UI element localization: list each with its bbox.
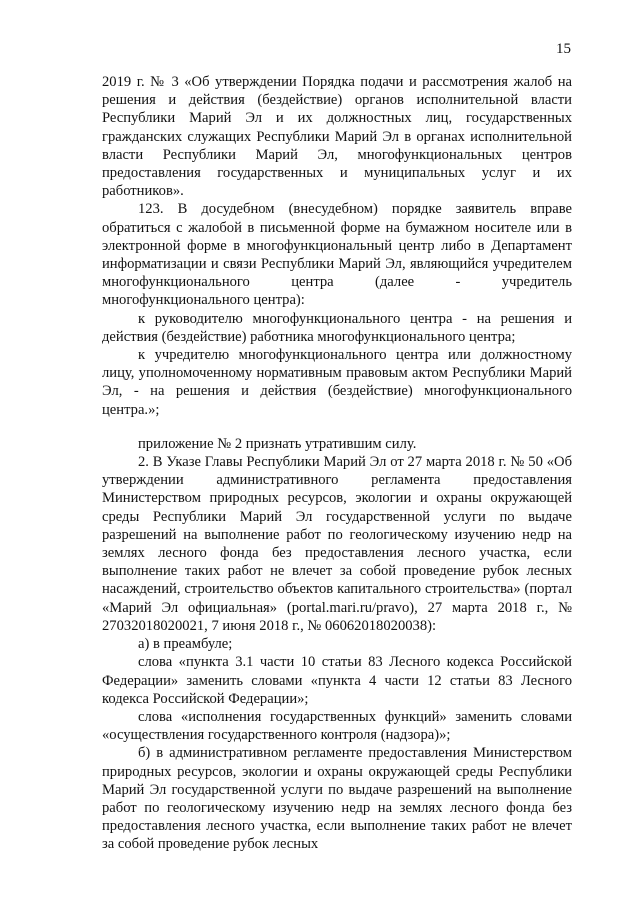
document-body	[102, 73, 572, 854]
paragraph-sub-b: б) в административном регламенте предоставления Министерством природных ресурсов, экологии и охраны окружающей среды Республики Марий Эл государственной услуги по выдаче разрешений на выполнение работ по геологическому изучению недр на землях лесного фонда без предоставления лесного участка, если выполнение таких работ не влечет за собой проведение рубок лесных	[102, 745, 572, 853]
paragraph-to-director: к руководителю многофункционального центра - на решения и действия (бездействие) работника многофункционального центра;	[102, 310, 572, 345]
page-number: 15	[556, 41, 571, 57]
paragraph-gap	[102, 419, 572, 435]
paragraph-sub-a: а) в преамбуле;	[138, 636, 233, 653]
paragraph-words-forest-code: слова «пункта 3.1 части 10 статьи 83 Лесного кодекса Российской Федерации» заменить словами «пункта 4 части 12 статьи 83 Лесного кодекса Российской Федерации»;	[102, 654, 572, 707]
paragraph-annex-void: приложение № 2 признать утратившим силу.	[138, 435, 417, 452]
paragraph-to-founder: к учредителю многофункционального центра или должностному лицу, уполномоченному нормативным правовым актом Республики Марий Эл, - на решения и действия (бездействие) многофункционального центра.»;	[102, 347, 572, 418]
paragraph-continuation: 2019 г. № 3 «Об утверждении Порядка подачи и рассмотрения жалоб на решения и действия (бездействие) органов исполнительной власти Республики Марий Эл и их должностных лиц, государственных гражданских служащих Республики Марий Эл в органах исполнительной власти Республики Марий Эл, многофункциональных центров предоставления государственных и муниципальных услуг и их работников».	[102, 74, 572, 200]
paragraph-item-123: 123. В досудебном (внесудебном) порядке заявитель вправе обратиться с жалобой в письменной форме на бумажном носителе или в электронной форме в многофункциональный центр либо в Департамент информатизации и связи Республики Марий Эл, являющийся учредителем многофункционального центра (далее - учредитель многофункционального центра):	[102, 201, 572, 309]
paragraph-item-2: 2. В Указе Главы Республики Марий Эл от 27 марта 2018 г. № 50 «Об утверждении административного регламента предоставления Министерством природных ресурсов, экологии и охраны окружающей среды Республики Марий Эл государственной услуги по выдаче разрешений на выполнение работ по геологическому изучению недр на землях лесного фонда без предоставления лесного участка, если выполнение таких работ не влечет за собой проведение рубок лесных насаждений, строительство объектов капитального строительства» (портал «Марий Эл официальная» (portal.mari.ru/pravo), 27 марта 2018 г., № 27032018020021, 7 июня 2018 г., № 06062018020038):	[102, 454, 572, 634]
paragraph-words-state-functions: слова «исполнения государственных функций» заменить словами «осуществления государственного контроля (надзора)»;	[102, 708, 572, 744]
